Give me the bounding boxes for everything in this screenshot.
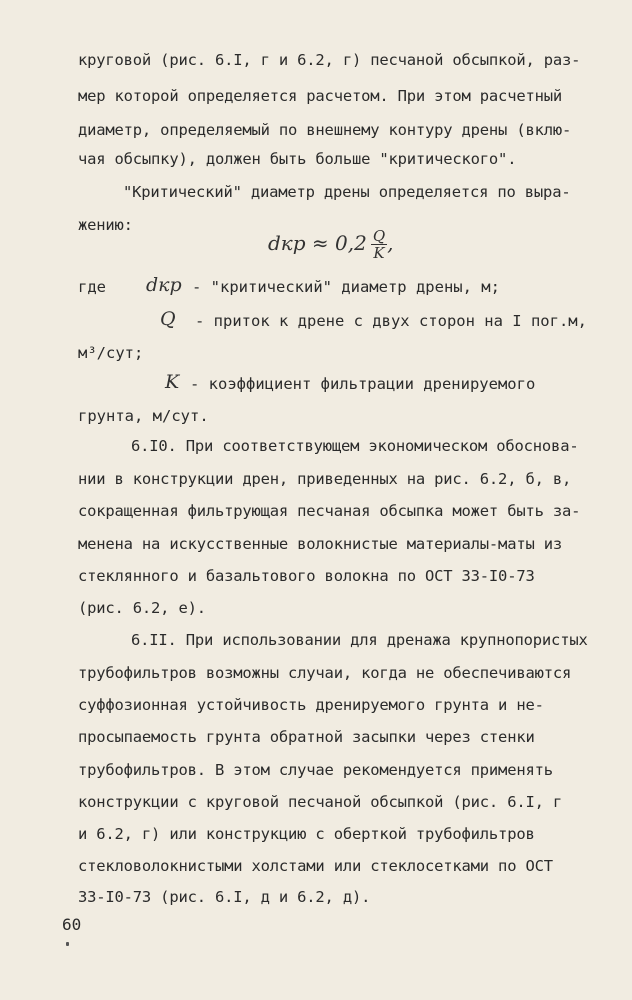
paragraph-6-11-line: и 6.2, г) или конструкцию с оберткой трубофильтров bbox=[78, 825, 535, 843]
paragraph-6-11-line: трубофильтров. В этом случае рекомендуется применять bbox=[78, 761, 553, 779]
text-line: диаметр, определяемый по внешнему контуру дрены (вклю- bbox=[78, 121, 572, 139]
paragraph-6-10-line: 6.I0. При соответствующем экономическом обоснова- bbox=[131, 437, 579, 455]
definition-q-unit: м³/сут; bbox=[78, 344, 144, 362]
definition-k: - коэффициент фильтрации дренируемого bbox=[190, 375, 536, 393]
paragraph-6-10-line: (рис. 6.2, е). bbox=[78, 599, 206, 617]
critical-diameter-formula bbox=[268, 228, 394, 261]
formula-denominator: K bbox=[373, 244, 385, 262]
definition-q: - приток к дрене с двух сторон на I пог.м, bbox=[195, 312, 587, 330]
paragraph-6-11-line: стекловолокнистыми холстами или стеклосетками по ОСТ bbox=[78, 857, 553, 875]
paragraph-6-11-line: конструкции с круговой песчаной обсыпкой (рис. 6.I, г bbox=[78, 793, 562, 811]
paragraph-6-10-line: менена на искусственные волокнистые материалы-маты из bbox=[78, 535, 562, 553]
paragraph-6-11-line: суффозионная устойчивость дренируемого грунта и не- bbox=[78, 696, 544, 714]
symbol-k: K bbox=[165, 371, 180, 393]
paragraph-6-11-line: просыпаемость грунта обратной засыпки через стенки bbox=[78, 728, 535, 746]
definition-k-cont: грунта, м/сут. bbox=[78, 407, 209, 425]
paragraph-6-11-line: трубофильтров возможны случаи, когда не обеспечиваются bbox=[78, 664, 572, 682]
page-number: 60 bbox=[62, 915, 82, 934]
text-line: "Критический" диаметр дрены определяется по выра- bbox=[123, 183, 571, 201]
definition-dkr: - "критический" диаметр дрены, м; bbox=[192, 278, 500, 296]
paragraph-6-10-line: нии в конструкции дрен, приведенных на рис. 6.2, б, в, bbox=[78, 470, 572, 488]
paragraph-6-11-line: 33-I0-73 (рис. 6.I, д и 6.2, д). bbox=[78, 888, 371, 906]
text-line: круговой (рис. 6.I, г и 6.2, г) песчаной обсыпкой, раз- bbox=[78, 51, 581, 69]
where-label: где bbox=[78, 278, 106, 296]
symbol-q: Q bbox=[160, 308, 176, 330]
formula-lhs: dкр ≈ 0,2 bbox=[268, 231, 367, 255]
paragraph-6-10-line: стеклянного и базальтового волокна по ОСТ 33-I0-73 bbox=[78, 567, 535, 585]
formula-numerator: Q bbox=[372, 227, 386, 245]
paragraph-6-11-line: 6.II. При использовании для дренажа крупнопористых bbox=[131, 631, 588, 649]
symbol-dkr: dкр bbox=[146, 274, 182, 296]
paragraph-6-10-line: сокращенная фильтрующая песчаная обсыпка может быть за- bbox=[78, 502, 581, 520]
formula-tail: , bbox=[387, 231, 394, 255]
formula-fraction bbox=[371, 228, 387, 261]
text-line: чая обсыпку), должен быть больше "критического". bbox=[78, 150, 517, 168]
text-line: мер которой определяется расчетом. При этом расчетный bbox=[78, 87, 562, 105]
text-line: жению: bbox=[78, 216, 133, 234]
scan-speck bbox=[66, 942, 69, 946]
